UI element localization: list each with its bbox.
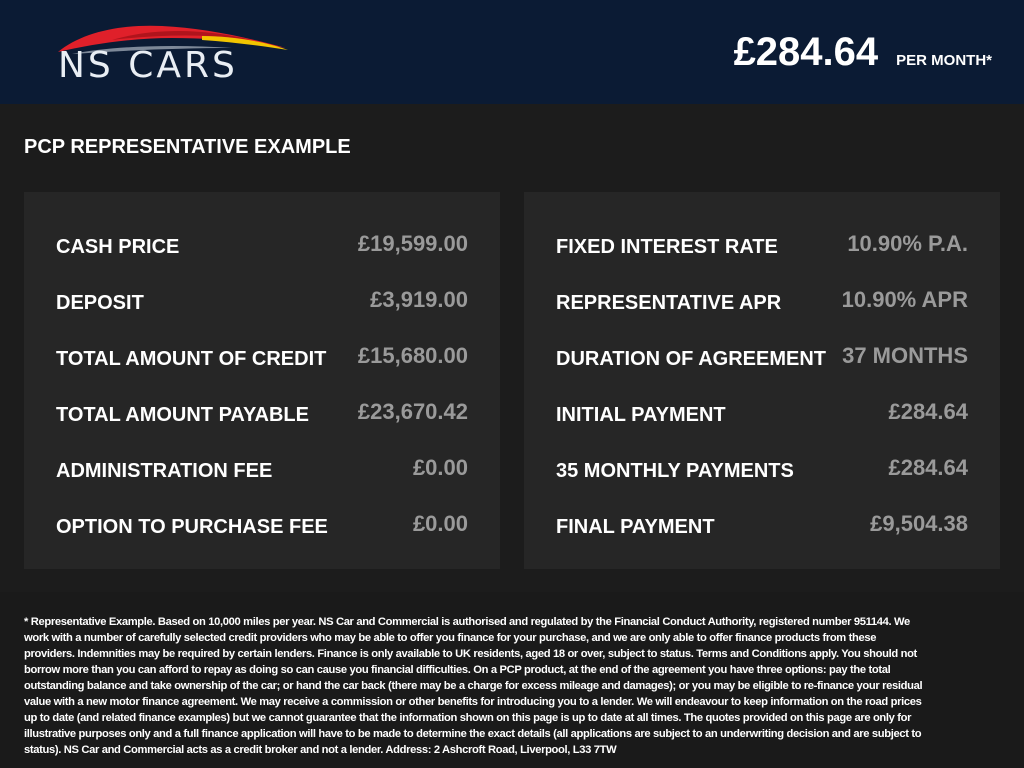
finance-panel-right [524, 192, 1000, 569]
finance-row [56, 452, 468, 484]
row-value: £19,599.00 [357, 231, 468, 256]
disclaimer-section [0, 592, 1024, 768]
row-value: £9,504.38 [870, 511, 968, 536]
row-value: £3,919.00 [370, 287, 468, 312]
finance-row [556, 284, 968, 316]
row-label: DURATION OF AGREEMENT [556, 347, 826, 370]
section-title: PCP REPRESENTATIVE EXAMPLE [24, 136, 351, 158]
finance-row [56, 340, 468, 372]
site-header [0, 0, 1024, 104]
finance-row [556, 508, 968, 540]
ns-cars-logo[interactable] [52, 18, 292, 88]
row-value: £284.64 [888, 455, 968, 480]
row-label: FIXED INTEREST RATE [556, 235, 778, 258]
row-label: 35 MONTHLY PAYMENTS [556, 459, 794, 482]
finance-row [56, 228, 468, 260]
pcp-section [0, 104, 1024, 592]
per-month-label: PER MONTH* [896, 52, 992, 69]
finance-row [556, 452, 968, 484]
row-value: £15,680.00 [357, 343, 468, 368]
row-label: INITIAL PAYMENT [556, 403, 726, 426]
row-label: CASH PRICE [56, 235, 180, 258]
finance-row [56, 508, 468, 540]
row-value: £284.64 [888, 399, 968, 424]
logo-text: NS CARS [58, 45, 238, 86]
row-value: 37 MONTHS [842, 343, 968, 368]
row-label: TOTAL AMOUNT OF CREDIT [56, 347, 327, 370]
finance-row [556, 340, 968, 372]
finance-row [56, 396, 468, 428]
row-value: £0.00 [412, 455, 468, 480]
monthly-price [734, 30, 992, 74]
row-label: FINAL PAYMENT [556, 515, 715, 538]
row-label: REPRESENTATIVE APR [556, 291, 782, 314]
finance-panel-left [24, 192, 500, 569]
row-value: £0.00 [412, 511, 468, 536]
row-label: DEPOSIT [56, 291, 144, 314]
row-label: OPTION TO PURCHASE FEE [56, 515, 328, 538]
finance-row [56, 284, 468, 316]
finance-row [556, 228, 968, 260]
disclaimer-text: * Representative Example. Based on 10,000 miles per year. NS Car and Commercial is authorised and regulated by the Financial Conduct Authority, registered number 951144. We work with a number of carefully selected credit providers who may be able to offer you finance for your purchase, and we are only able to offer finance products from these providers. Indemnities may be required by certain lenders. Finance is only available to UK residents, aged 18 or over, subject to status. Terms and Conditions apply. You should not borrow more than you can afford to repay as doing so can cause you financial difficulties. On a PCP product, at the end of the agreement you have three options: pay the total outstanding balance and take ownership of the car; or hand the car back (there may be a charge for excess mileage and damages); or you may be eligible to re-finance your residual value with a new motor finance agreement. We may receive a commission or other benefits for introducing you to a lender. We will endeavour to keep information on the road prices up to date (and related finance examples) but we cannot guarantee that the information shown on this page is up to date at all times. The quotes provided on this page are only for illustrative purposes only and a full finance application will have to be made to determine the exact details (all applications are subject to an underwriting decision and are subject to status). NS Car and Commercial acts as a credit broker and not a lender. Address: 2 Ashcroft Road, Liverpool, L33 7TW [24, 616, 923, 756]
row-value: £23,670.42 [357, 399, 468, 424]
row-label: ADMINISTRATION FEE [56, 459, 273, 482]
row-value: 10.90% P.A. [847, 231, 968, 256]
row-value: 10.90% APR [841, 287, 968, 312]
finance-row [556, 396, 968, 428]
monthly-price-amount: £284.64 [733, 30, 879, 74]
row-label: TOTAL AMOUNT PAYABLE [56, 403, 309, 426]
